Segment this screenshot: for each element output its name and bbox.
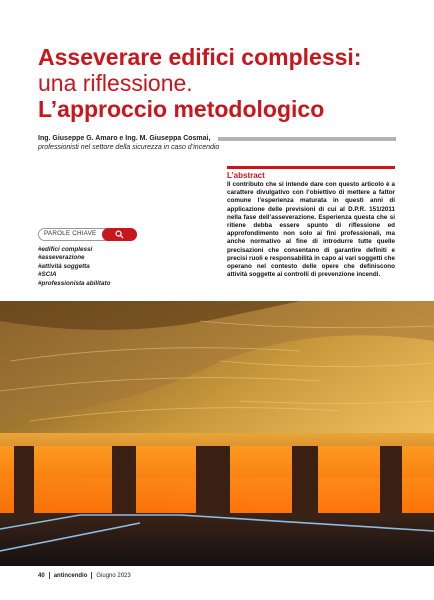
footer-separator — [49, 572, 50, 579]
keyword-tag: #professionista abilitato — [38, 279, 111, 287]
title-line-2: una riflessione. — [38, 70, 193, 96]
author-names: Ing. Giuseppe G. Amaro e Ing. M. Giuseppa Cosmai, — [38, 135, 211, 142]
keyword-tags — [38, 246, 110, 288]
keyword-tag: #asseverazione — [38, 254, 85, 262]
author-role: professionisti nel settore della sicurezza in caso d’incendio — [38, 144, 220, 151]
keyword-tag: #attività soggetta — [38, 262, 90, 270]
page-footer — [38, 572, 131, 579]
keywords-search-bar[interactable] — [38, 228, 137, 241]
title-line-1: Asseverare edifici complessi: — [38, 44, 362, 70]
title-line-3: L’approccio metodologico — [38, 96, 325, 122]
magazine-name: antincendio — [53, 572, 88, 579]
keyword-tag: #SCIA — [38, 271, 57, 279]
abstract-text: Il contributo che si intende dare con questo articolo è a carattere divulgativo con l’obiettivo di mettere a fattor comune l’esperienza maturata in questi anni di applicazione delle previsioni di cui al D.P.R. 151/2011 nella fase dell’asseverazione. Esperienza questa che si ritiene debba essere spunto di riflessione ed approfondimento non solo ai fini professionali, ma anche normativo al fine di introdurre tutte quelle precisazioni che consentano di garantire definiti e precisi ruoli e responsabilità in capo ai vari soggetti che operano nel contesto delle opere che definiscono attività soggette ai controlli di prevenzione incendi. — [227, 181, 395, 279]
footer-separator — [91, 572, 92, 579]
page-number: 40 — [38, 572, 45, 579]
issue-date: Giugno 2023 — [96, 572, 131, 579]
keyword-tag: #edifici complessi — [38, 246, 93, 253]
abstract-heading: L’abstract — [227, 171, 265, 180]
abstract-box — [227, 166, 395, 279]
decorative-bar — [218, 137, 396, 141]
article-title — [38, 44, 408, 122]
abstract-rule — [227, 166, 395, 169]
keywords-search-button[interactable] — [102, 228, 137, 241]
search-icon — [115, 230, 124, 239]
keywords-label: PAROLE CHIAVE — [44, 230, 97, 237]
authors-block — [38, 134, 228, 152]
building-interior-photo — [0, 301, 434, 566]
